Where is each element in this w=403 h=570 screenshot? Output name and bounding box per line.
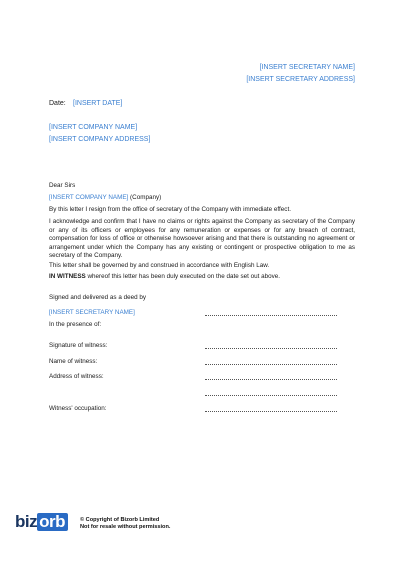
- witness-occupation-line: [205, 411, 337, 412]
- paragraph-witness: [49, 273, 355, 282]
- witness-address-line-2: [205, 395, 337, 396]
- salutation: Dear Sirs: [49, 182, 76, 189]
- recipient-company-address: [INSERT COMPANY ADDRESS]: [49, 136, 151, 143]
- witness-address-label: Address of witness:: [49, 373, 104, 380]
- logo-orb-text: orb: [37, 513, 68, 531]
- subject-suffix: (Company): [128, 194, 162, 201]
- resale-notice: Not for resale without permission.: [80, 524, 171, 531]
- bizorb-logo: [15, 513, 68, 531]
- signed-delivered-label: Signed and delivered as a deed by: [49, 294, 146, 301]
- execution-secretary-name: [INSERT SECRETARY NAME]: [49, 309, 135, 316]
- presence-label: In the presence of:: [49, 321, 102, 328]
- witness-occupation-label: Witness' occupation:: [49, 405, 107, 412]
- date-placeholder: [INSERT DATE]: [73, 100, 123, 107]
- in-witness-rest: whereof this letter has been duly executed on the date set out above.: [85, 273, 281, 280]
- witness-signature-line: [205, 348, 337, 349]
- witness-address-line-1: [205, 379, 337, 380]
- date-label: Date:: [49, 100, 66, 107]
- witness-signature-label: Signature of witness:: [49, 342, 108, 349]
- recipient-company-name: [INSERT COMPANY NAME]: [49, 124, 138, 131]
- witness-name-line: [205, 364, 337, 365]
- paragraph-resignation: By this letter I resign from the office of secretary of the Company with immediate effect.: [49, 206, 291, 213]
- secretary-address-placeholder: [INSERT SECRETARY ADDRESS]: [246, 76, 355, 83]
- subject-line: [49, 194, 161, 203]
- witness-name-label: Name of witness:: [49, 358, 98, 365]
- logo-biz-text: biz: [15, 512, 38, 531]
- paragraph-governing-law: This letter shall be governed by and construed in accordance with English Law.: [49, 262, 270, 269]
- copyright-line: © Copyright of Bizorb Limited: [80, 517, 160, 523]
- subject-company-name: [INSERT COMPANY NAME]: [49, 194, 129, 201]
- secretary-name-placeholder: [INSERT SECRETARY NAME]: [259, 64, 355, 71]
- paragraph-acknowledgement: I acknowledge and confirm that I have no claims or rights against the Company as secretary of the Company or any of its officers or employees for any remuneration or expenses or for any breach of contract, compensation for loss of office or otherwise howsoever arising and that there is outstanding no agreement or arrangement under which the Company has any existing or contingent or prospective obligation to me as secretary of the Company.: [49, 218, 355, 260]
- copyright-notice: [80, 517, 170, 531]
- secretary-signature-line: [205, 315, 337, 316]
- in-witness-bold: IN WITNESS: [49, 273, 86, 280]
